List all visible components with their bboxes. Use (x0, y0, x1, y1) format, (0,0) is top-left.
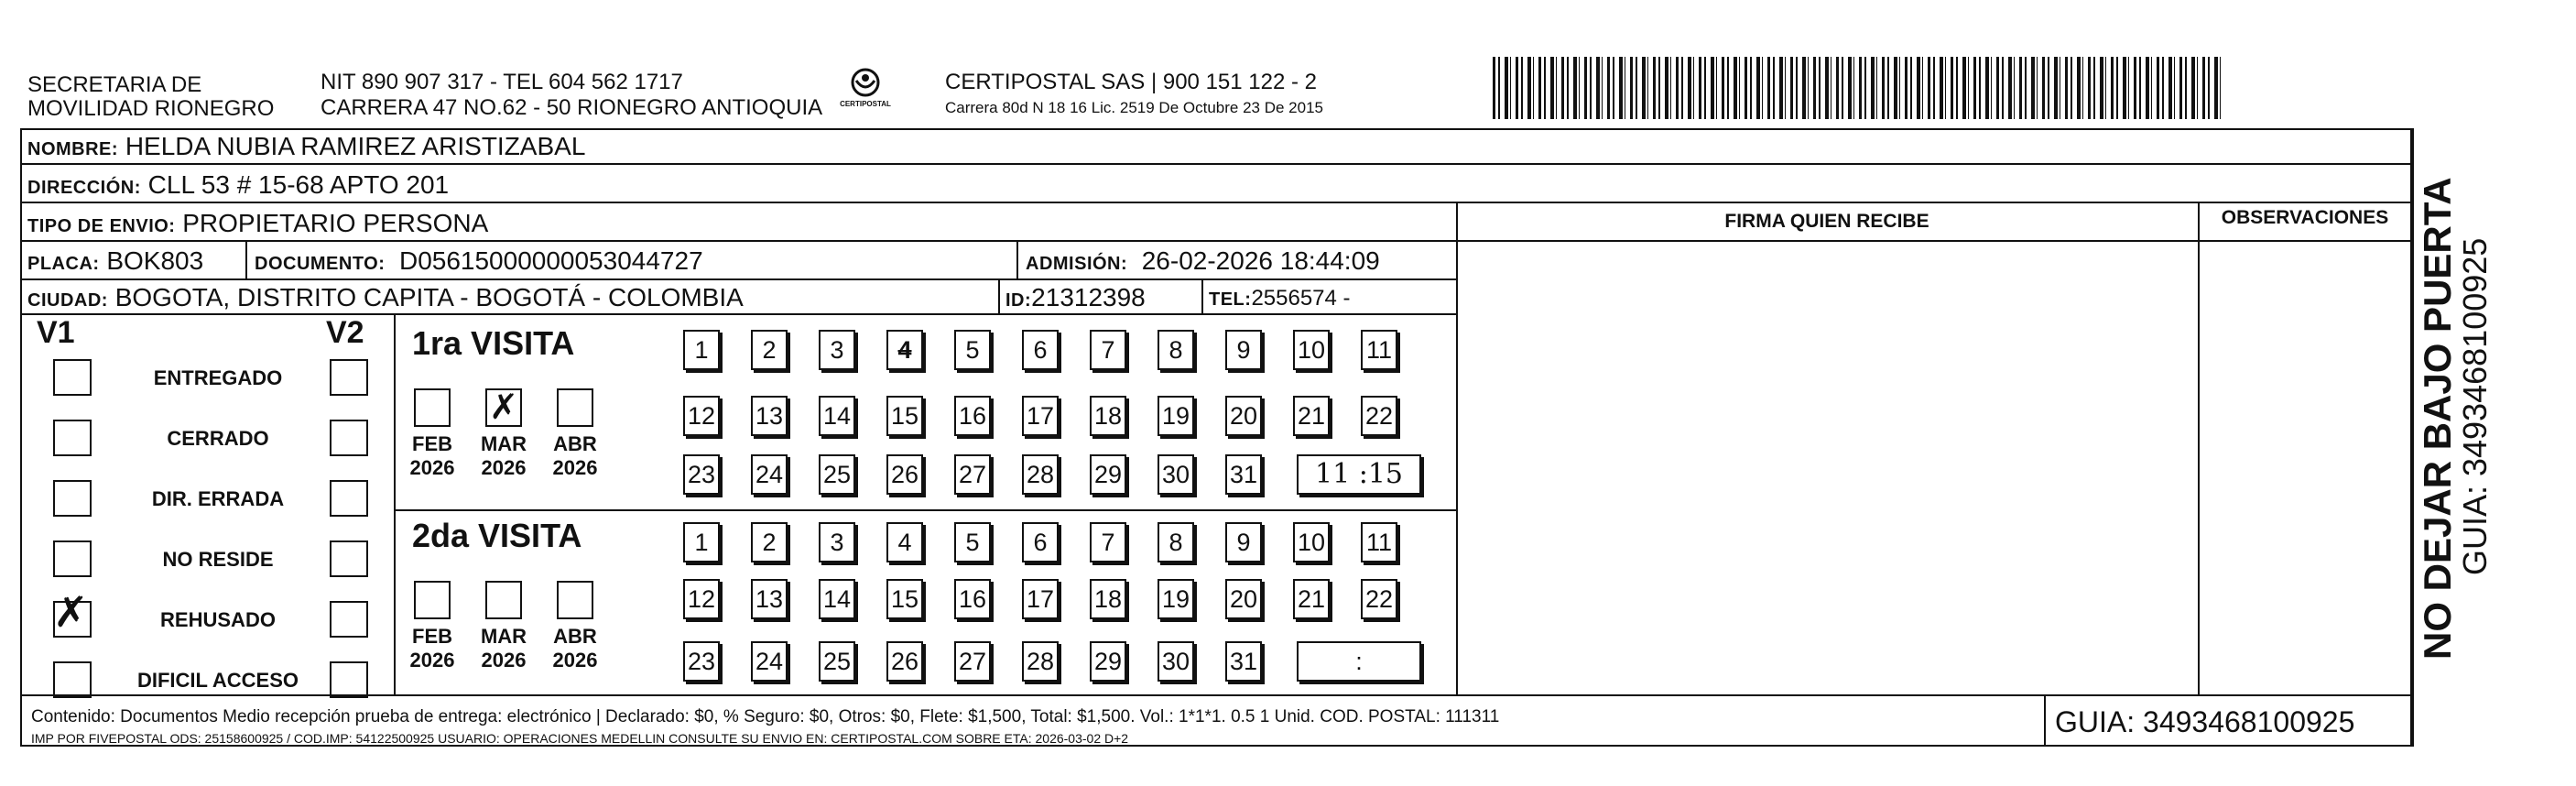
day-box[interactable]: 31 (1225, 641, 1262, 682)
day-box[interactable]: 31 (1225, 454, 1262, 495)
first-visit-title: 1ra VISITA (412, 324, 575, 362)
divider (20, 202, 2412, 203)
day-box[interactable]: 30 (1158, 641, 1194, 682)
month-label (548, 625, 603, 672)
nombre-value: HELDA NUBIA RAMIREZ ARISTIZABAL (125, 132, 586, 160)
day-box[interactable]: 18 (1090, 579, 1126, 619)
day-box[interactable]: 25 (819, 454, 855, 495)
month-name: FEB (412, 432, 452, 455)
day-box[interactable]: 6 (1022, 330, 1059, 370)
day-box[interactable]: 28 (1022, 641, 1059, 682)
placa-cell (27, 246, 203, 276)
divider (1201, 278, 1203, 313)
day-box[interactable]: 11 (1361, 522, 1397, 562)
second-visit-title: 2da VISITA (412, 517, 582, 554)
day-box[interactable]: 3 (819, 330, 855, 370)
side-warning: NO DEJAR BAJO PUERTA (2416, 177, 2459, 660)
day-box[interactable]: 17 (1022, 396, 1059, 436)
divider (20, 163, 2412, 165)
day-box[interactable]: 21 (1293, 579, 1330, 619)
firma-header: FIRMA QUIEN RECIBE (1724, 211, 1929, 232)
day-box[interactable]: 16 (954, 579, 991, 619)
v1-checkbox[interactable] (53, 480, 92, 517)
day-box[interactable]: 13 (751, 396, 788, 436)
month-checkbox[interactable] (557, 388, 593, 427)
divider (20, 313, 1456, 315)
documento-cell (255, 246, 703, 276)
v2-checkbox[interactable] (330, 359, 368, 396)
id-label: ID: (1005, 290, 1032, 311)
side-text (2416, 147, 2494, 660)
day-box[interactable]: 17 (1022, 579, 1059, 619)
day-box[interactable]: 15 (886, 579, 923, 619)
divider (394, 313, 396, 694)
day-box[interactable]: 16 (954, 396, 991, 436)
day-box[interactable]: 27 (954, 641, 991, 682)
certipostal-logo (829, 66, 902, 121)
month-label (405, 625, 460, 672)
month-name: FEB (412, 625, 452, 648)
v1-checkbox[interactable] (53, 540, 92, 577)
day-box[interactable]: 24 (751, 454, 788, 495)
month-checkbox[interactable] (485, 581, 522, 619)
sender-name (27, 73, 274, 121)
tipo-value: PROPIETARIO PERSONA (182, 209, 489, 237)
day-box[interactable]: 1 (683, 522, 720, 562)
month-label (548, 432, 603, 480)
carrier-license: Carrera 80d N 18 16 Lic. 2519 De Octubre 23 De 2015 (945, 99, 1323, 116)
sender-line-1: SECRETARIA DE (27, 72, 202, 97)
status-label: NO RESIDE (162, 548, 274, 571)
day-box[interactable]: 4 (886, 330, 923, 370)
day-box[interactable]: 4 (886, 522, 923, 562)
v2-checkbox[interactable] (330, 420, 368, 456)
day-box[interactable]: 1 (683, 330, 720, 370)
month-year: 2026 (409, 649, 455, 671)
sender-info (321, 70, 822, 121)
documento-value: D05615000000053044727 (398, 246, 703, 275)
divider (1456, 202, 1458, 694)
month-year: 2026 (409, 456, 455, 479)
admision-label: ADMISIÓN: (1026, 254, 1128, 274)
v2-checkbox[interactable] (330, 601, 368, 638)
divider (998, 278, 1000, 313)
status-label: DIFICIL ACCESO (136, 669, 299, 692)
direccion-label: DIRECCIÓN: (27, 178, 141, 198)
tipo-row (27, 209, 488, 238)
documento-label: DOCUMENTO: (255, 254, 386, 274)
observaciones-header: OBSERVACIONES (2221, 207, 2389, 228)
id-cell (1005, 283, 1146, 312)
status-label: REHUSADO (160, 608, 276, 631)
day-box[interactable]: 22 (1361, 579, 1397, 619)
sender-nit: NIT 890 907 317 - TEL 604 562 1717 (321, 70, 683, 94)
day-box[interactable]: 18 (1090, 396, 1126, 436)
day-box[interactable]: 19 (1158, 579, 1194, 619)
tipo-label: TIPO DE ENVIO: (27, 216, 176, 236)
day-box[interactable]: 12 (683, 396, 720, 436)
v2-label: V2 (326, 315, 364, 350)
month-label (476, 432, 531, 480)
placa-label: PLACA: (27, 254, 100, 274)
admision-cell (1026, 246, 1380, 276)
status-label: DIR. ERRADA (151, 487, 285, 510)
month-label (405, 432, 460, 480)
day-box[interactable]: 8 (1158, 522, 1194, 562)
month-checkbox[interactable] (557, 581, 593, 619)
day-box[interactable]: 9 (1225, 330, 1262, 370)
day-box[interactable]: 10 (1293, 330, 1330, 370)
month-year: 2026 (552, 649, 598, 671)
day-box[interactable]: 14 (819, 579, 855, 619)
divider (20, 278, 1456, 280)
divider (2198, 202, 2200, 694)
ciudad-label: CIUDAD: (27, 290, 108, 311)
day-box[interactable]: 11 (1361, 330, 1397, 370)
divider (20, 240, 2412, 242)
tel-label: TEL: (1209, 289, 1252, 310)
day-box[interactable]: 23 (683, 641, 720, 682)
sender-line-2: MOVILIDAD RIONEGRO (27, 96, 275, 121)
direccion-value: CLL 53 # 15-68 APTO 201 (147, 170, 450, 199)
day-box[interactable]: 13 (751, 579, 788, 619)
day-box[interactable]: 28 (1022, 454, 1059, 495)
day-box[interactable]: 8 (1158, 330, 1194, 370)
ciudad-cell (27, 283, 744, 312)
day-box[interactable]: 7 (1090, 330, 1126, 370)
v1-label: V1 (37, 315, 75, 350)
day-box[interactable]: 19 (1158, 396, 1194, 436)
month-label (476, 625, 531, 672)
day-box[interactable]: 26 (886, 454, 923, 495)
day-box[interactable]: 2 (751, 522, 788, 562)
day-box[interactable]: 6 (1022, 522, 1059, 562)
day-box[interactable]: 22 (1361, 396, 1397, 436)
divider (2412, 128, 2414, 747)
tel-cell (1209, 286, 1351, 311)
divider (1016, 240, 1018, 278)
footer-contenido: Contenido: Documentos Medio recepción prueba de entrega: electrónico | Declarado: $0, % Seguro: $0, Otros: $0, Flete: $1,500, Total: $1,500. Vol.: 1*1*1. 0.5 1 Unid. COD. POSTAL: 111311 (31, 707, 1500, 726)
status-label: ENTREGADO (153, 366, 283, 389)
carrier-info (945, 70, 1323, 117)
month-checkbox[interactable]: ✗ (485, 388, 522, 427)
sender-address: CARRERA 47 NO.62 - 50 RIONEGRO ANTIOQUIA (321, 95, 823, 120)
v1-checkbox[interactable] (53, 420, 92, 456)
divider (20, 694, 2412, 696)
month-checkbox[interactable] (414, 581, 451, 619)
day-box[interactable]: 12 (683, 579, 720, 619)
carrier-name: CERTIPOSTAL SAS | 900 151 122 - 2 (945, 70, 1317, 94)
day-box[interactable]: 29 (1090, 641, 1126, 682)
logo-text: CERTIPOSTAL (840, 100, 891, 108)
day-box[interactable]: 21 (1293, 396, 1330, 436)
month-year: 2026 (481, 456, 527, 479)
v2-checkbox[interactable] (330, 661, 368, 698)
side-guia: GUIA: 3493468100925 (2456, 237, 2494, 575)
day-box[interactable]: 5 (954, 522, 991, 562)
nombre-label: NOMBRE: (27, 139, 119, 159)
day-box[interactable]: 7 (1090, 522, 1126, 562)
day-box[interactable]: 26 (886, 641, 923, 682)
day-box[interactable]: 23 (683, 454, 720, 495)
placa-value: BOK803 (106, 246, 204, 275)
status-label: CERRADO (167, 427, 269, 450)
first-visit-time[interactable]: 11 :15 (1297, 454, 1421, 495)
barcode (1493, 57, 2225, 119)
second-visit-time[interactable]: : (1297, 641, 1421, 682)
nombre-row (27, 132, 585, 161)
month-year: 2026 (481, 649, 527, 671)
divider (394, 509, 1456, 511)
v1-rehusado-mark: ✗ (53, 588, 89, 636)
day-box[interactable]: 15 (886, 396, 923, 436)
month-checkbox[interactable] (414, 388, 451, 427)
divider (245, 240, 247, 278)
month-year: 2026 (552, 456, 598, 479)
day-box[interactable]: 24 (751, 641, 788, 682)
v2-checkbox[interactable] (330, 540, 368, 577)
admision-value: 26-02-2026 18:44:09 (1141, 246, 1380, 275)
ciudad-value: BOGOTA, DISTRITO CAPITA - BOGOTÁ - COLOMBIA (114, 283, 744, 311)
divider (2044, 694, 2046, 747)
footer-imp: IMP POR FIVEPOSTAL ODS: 25158600925 / COD.IMP: 54122500925 USUARIO: OPERACIONES MEDELLIN CONSULTE SU ENVIO EN: CERTIPOSTAL.COM SOBRE ETA: 2026-03-02 D+2 (31, 731, 1129, 746)
month-name: MAR (480, 625, 527, 648)
day-box[interactable]: 10 (1293, 522, 1330, 562)
id-value: 21312398 (1031, 283, 1146, 311)
day-box[interactable]: 2 (751, 330, 788, 370)
month-name: ABR (553, 432, 597, 455)
day-box[interactable]: 30 (1158, 454, 1194, 495)
day-box[interactable]: 20 (1225, 396, 1262, 436)
tel-value: 2556574 - (1251, 286, 1351, 311)
month-name: ABR (553, 625, 597, 648)
day-box[interactable]: 14 (819, 396, 855, 436)
day-box[interactable]: 20 (1225, 579, 1262, 619)
day-box[interactable]: 3 (819, 522, 855, 562)
v1-checkbox[interactable] (53, 359, 92, 396)
v2-checkbox[interactable] (330, 480, 368, 517)
day-box[interactable]: 9 (1225, 522, 1262, 562)
day-box[interactable]: 5 (954, 330, 991, 370)
day-box[interactable]: 25 (819, 641, 855, 682)
v1-checkbox[interactable] (53, 661, 92, 698)
day-box[interactable]: 29 (1090, 454, 1126, 495)
direccion-row (27, 170, 449, 200)
month-name: MAR (480, 432, 527, 455)
footer-guia: GUIA: 3493468100925 (2055, 705, 2355, 738)
day-box[interactable]: 27 (954, 454, 991, 495)
